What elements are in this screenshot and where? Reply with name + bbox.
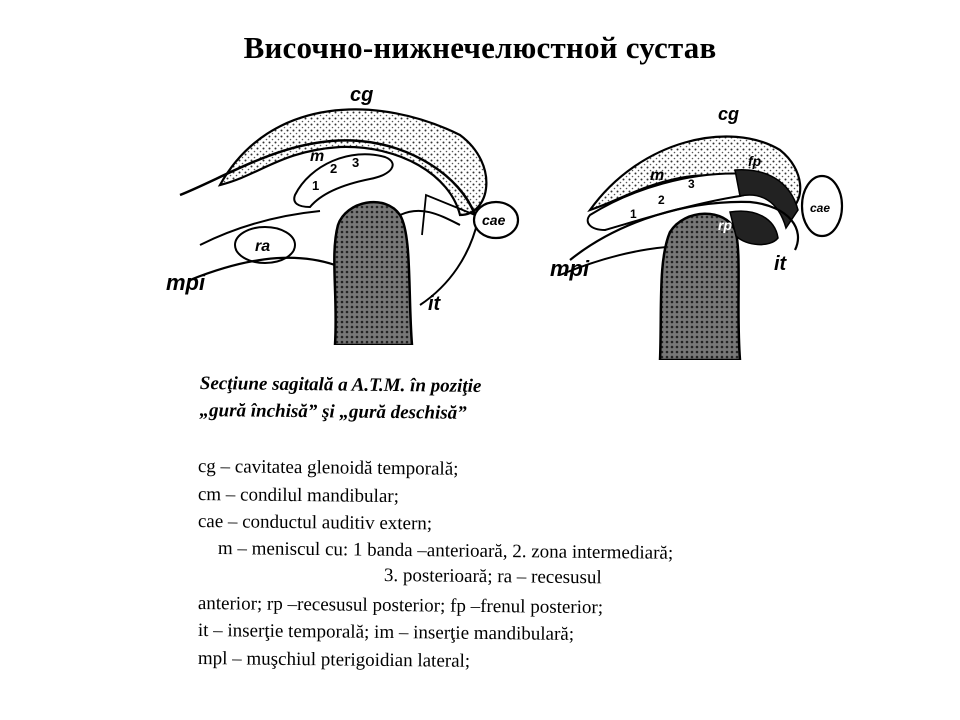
legend-line: mpl – muşchiul pterigoidian lateral; [197, 648, 471, 672]
legend-line: it – inserţie temporală; im – inserţie mandibulară; [197, 620, 575, 645]
label-2: 2 [658, 193, 665, 207]
label-cae: cae [810, 201, 831, 215]
legend-line: cae – conductul auditiv extern; [197, 511, 433, 535]
label-it: it [774, 253, 787, 275]
label-fp: fp [748, 153, 762, 169]
label-2: 2 [330, 161, 338, 176]
label-3: 3 [352, 155, 360, 170]
label-it: it [428, 293, 441, 315]
label-mpi: mpi [166, 270, 206, 295]
label-mpi: mpi [550, 256, 590, 281]
caption-line-1: Secţiune sagitală a A.T.M. în poziţie [199, 372, 482, 397]
label-cg: cg [718, 104, 740, 124]
label-m: m [650, 167, 665, 184]
legend-line: anterior; rp –recesusul posterior; fp –frenul posterior; [197, 593, 604, 619]
label-cae: cae [482, 212, 506, 228]
legend-line: 3. posterioară; ra – recesusul [383, 565, 602, 589]
legend-line: cg – cavitatea glenoidă temporală; [197, 456, 459, 480]
legend-line: m – meniscul cu: 1 banda –anterioară, 2. zona intermediară; [217, 538, 674, 564]
page-title: Височно-нижнечелюстной сустав [243, 30, 717, 65]
label-3: 3 [688, 177, 695, 191]
label-cg: cg [350, 84, 374, 106]
label-ra: ra [255, 238, 271, 255]
figure-caption [199, 370, 481, 427]
tmj-closed-mouth-drawing [160, 75, 530, 345]
caption-line-2: „gură închisă” şi „gură deschisă” [199, 399, 467, 424]
label-m: m [310, 148, 325, 165]
label-1: 1 [630, 207, 637, 221]
label-rp: rp [718, 217, 732, 233]
tmj-open-mouth-drawing [550, 100, 850, 360]
legend-line: cm – condilul mandibular; [197, 484, 400, 508]
label-1: 1 [312, 178, 320, 193]
